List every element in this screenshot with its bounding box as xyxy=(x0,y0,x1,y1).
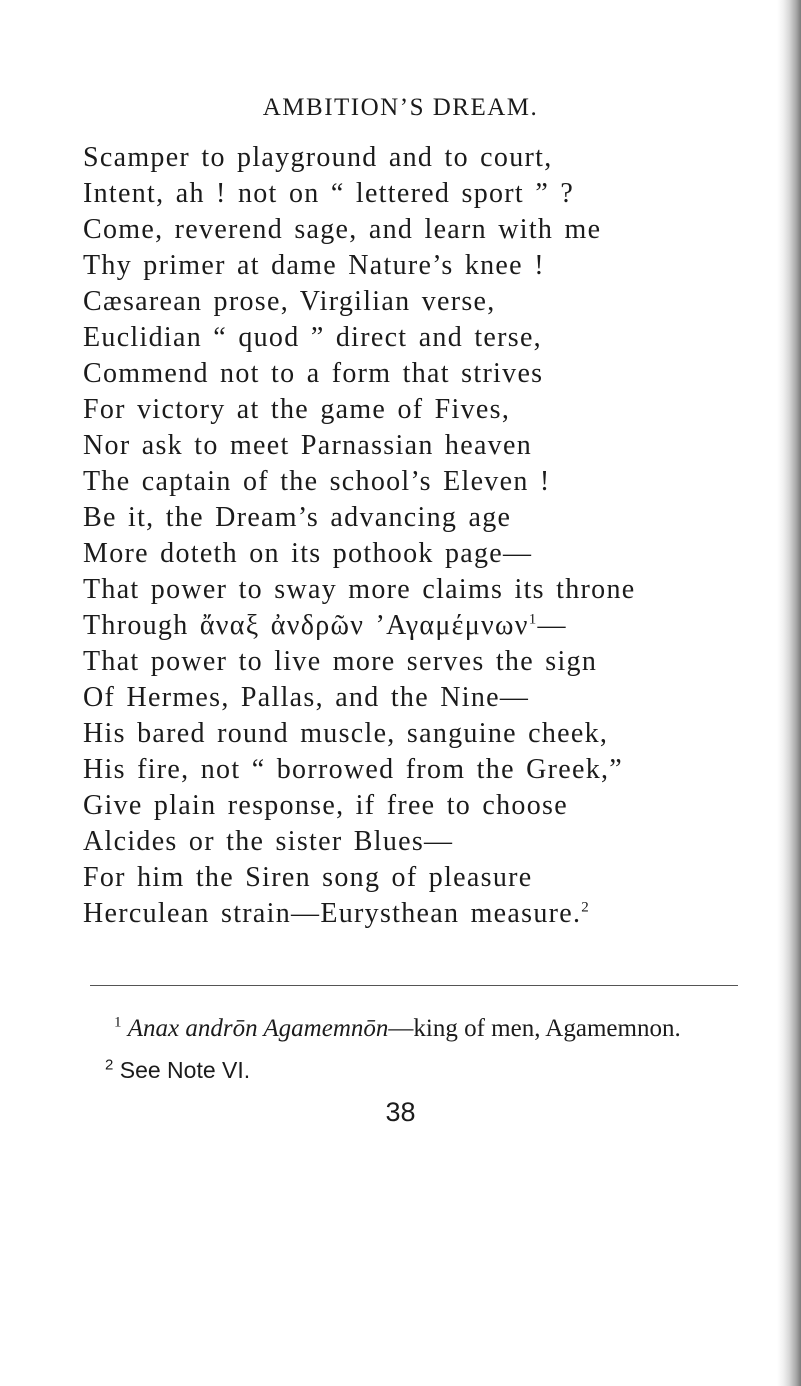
footnote-ref: 1 xyxy=(528,611,538,628)
poem-line: Euclidian “ quod ” direct and terse, xyxy=(83,322,542,353)
poem-line: Commend not to a form that strives xyxy=(83,358,544,389)
poem-line: That power to sway more claims its throne xyxy=(83,574,636,605)
poem-line: His fire, not “ borrowed from the Greek,” xyxy=(83,754,624,785)
poem-line: More doteth on its pothook page— xyxy=(83,538,533,569)
poem-line: Be it, the Dream’s advancing age xyxy=(83,502,512,533)
poem-line-dash: — xyxy=(537,610,567,641)
footnote-transliteration: Anax andrōn Agamemnōn xyxy=(127,1015,389,1042)
poem-line: Cæsarean prose, Virgilian verse, xyxy=(83,286,496,317)
poem-line: Give plain response, if free to choose xyxy=(83,790,568,821)
page-number: 38 xyxy=(385,1097,416,1127)
footnote-marker: 2 xyxy=(105,1056,114,1074)
footnote-1 xyxy=(114,1015,681,1043)
footnote-ref: 2 xyxy=(581,899,591,916)
poem-line-final xyxy=(83,896,636,932)
footnote-text: See Note VI. xyxy=(119,1057,251,1083)
poem-line-text: Through ἄναξ ἀνδρῶν ’Αγαμέμνων xyxy=(83,610,529,641)
poem-line: Nor ask to meet Parnassian heaven xyxy=(83,430,532,461)
poem-line: Thy primer at dame Nature’s knee ! xyxy=(83,250,545,281)
poem-line: For victory at the game of Fives, xyxy=(83,394,511,425)
poem-line: Intent, ah ! not on “ lettered sport ” ? xyxy=(83,178,575,209)
poem-line: For him the Siren song of pleasure xyxy=(83,862,533,893)
poem-line-text: Herculean strain—Eurysthean measure. xyxy=(83,898,582,929)
footnote-2 xyxy=(105,1057,250,1084)
poem-line: Come, reverend sage, and learn with me xyxy=(83,214,602,245)
footnote-rule xyxy=(90,985,738,986)
page-edge-shadow xyxy=(777,0,801,1386)
poem-line: The captain of the school’s Eleven ! xyxy=(83,466,551,497)
poem-line-greek xyxy=(83,608,636,644)
poem xyxy=(83,140,636,932)
footnote-text: —king of men, Agamemnon. xyxy=(388,1015,681,1042)
running-head: AMBITION’S DREAM. xyxy=(262,94,539,121)
poem-line: Scamper to playground and to court, xyxy=(83,142,553,173)
poem-line: That power to live more serves the sign xyxy=(83,646,598,677)
poem-line: His bared round muscle, sanguine cheek, xyxy=(83,718,609,749)
poem-line: Alcides or the sister Blues— xyxy=(83,826,454,857)
poem-line: Of Hermes, Pallas, and the Nine— xyxy=(83,682,530,713)
footnote-marker: 1 xyxy=(114,1014,122,1031)
